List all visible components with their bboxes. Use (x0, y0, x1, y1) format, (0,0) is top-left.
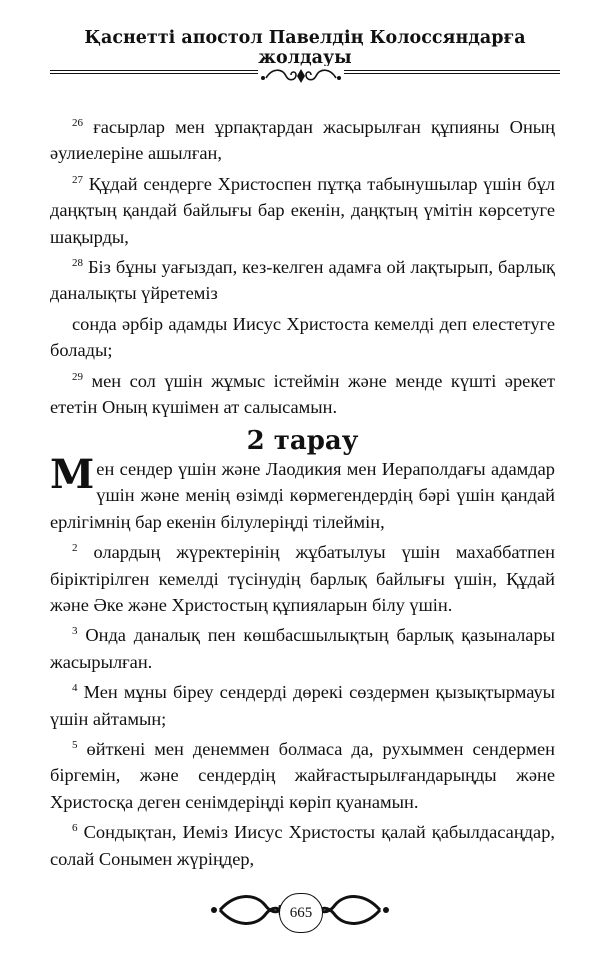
verse-text: мен сол үшін жұмыс істеймін және менде күшті әрекет ететін Оның күшімен ат салысамын. (50, 370, 555, 418)
verse-number: 28 (72, 257, 83, 270)
verse-text: Онда даналық пен көшбасшылықтың барлық қазыналары жасырылған. (50, 625, 555, 672)
verse-number: 5 (72, 739, 78, 752)
page-number: 665 (279, 893, 323, 933)
verse-number: 6 (72, 822, 78, 835)
verse-number: 2 (72, 542, 78, 555)
verse (50, 819, 555, 872)
verses-top (50, 114, 555, 424)
verse-text: ғасырлар мен ұрпақтардан жасырылған құпияны Оның әулиелеріне ашылған, (50, 117, 555, 164)
chapter-title: 2 тарау (246, 426, 359, 456)
verse-continuation (50, 311, 555, 364)
verse (50, 622, 555, 675)
verse (50, 736, 555, 815)
verse-number: 29 (72, 370, 83, 383)
verse (50, 679, 555, 732)
verse-number: 3 (72, 625, 78, 638)
verse-number: 26 (72, 117, 83, 129)
verse-text: өйткені мен денеммен болмаса да, рухыммен сендермен біргемін, және сендердің жайғастырылғандарыңды және Христосқа деген сенімдеріңді көріп қуанамын. (50, 739, 555, 812)
verse-text: ен сендер үшін және Лаодикия мен Иераполдағы адамдар үшін және менің өзімді көрмегендердің бәрі үшін қандай ерлігімнің бар екенін білулеріңді тілеймін, (50, 459, 555, 532)
header-ornament-icon (258, 66, 344, 86)
verse-number: 4 (72, 682, 78, 695)
verse (50, 114, 555, 167)
verse (50, 539, 555, 618)
verse-text: Мен мұны біреу сендерді дөрекі сөздермен қызықтырмауы үшін айтамын; (50, 682, 555, 729)
verse-text: Сондықтан, Иеміз Иисус Христосты қалай қабылдасаңдар, солай Сонымен жүріңдер, (50, 822, 555, 869)
verses-bottom (50, 451, 555, 876)
verse-first (50, 451, 555, 535)
verse-text: сонда әрбір адамды Иисус Христоста кемелді деп елестетуге болады; (50, 313, 555, 361)
verse (50, 171, 555, 250)
verse-text: Құдай сендерге Христоспен пұтқа табынушылар үшін бұл даңқтың қандай байлығы бар екенін, даңқтың үмітін көрсетуге шақырды, (50, 173, 555, 247)
verse-number: 27 (72, 173, 83, 186)
running-header: Қаснетті апостол Павелдің Колоссяндарға жолдауы (84, 28, 526, 68)
verse-text: Біз бұны уағыздап, кез-келген адамға ой лақтырып, барлық даналықты үйретеміз (50, 257, 555, 304)
verse (50, 254, 555, 307)
drop-cap: М (50, 451, 95, 498)
verse (50, 368, 555, 421)
verse-text: олардың жүректерінің жұбатылуы үшін махаббатпен біріктірілген кемелді түсінудің барлық байлығы үшін, Құдай және Әке және Христостың құпияларын білу үшін. (50, 542, 555, 616)
